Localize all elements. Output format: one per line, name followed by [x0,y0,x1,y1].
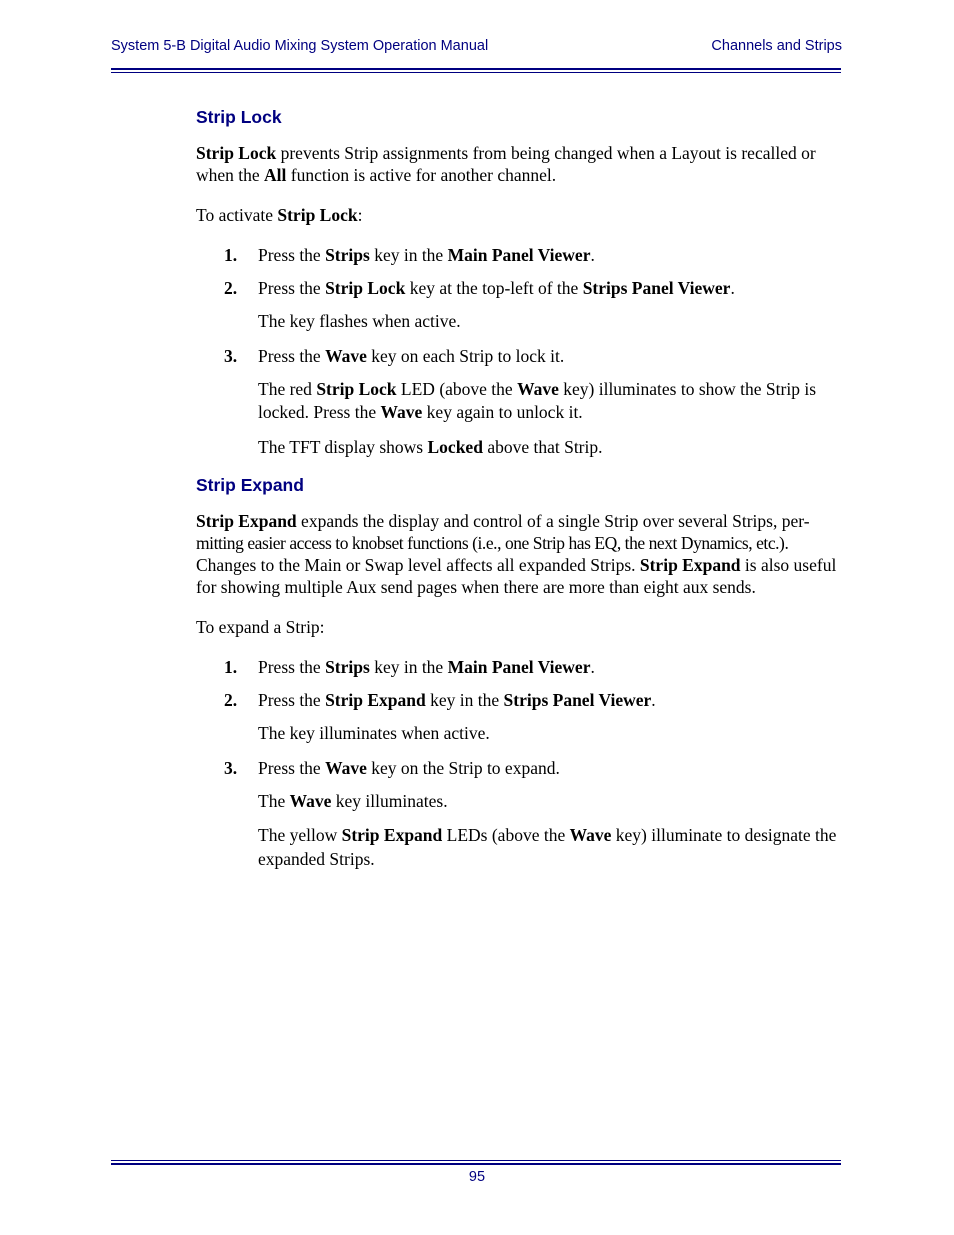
step-note: The key illuminates when active. [258,723,490,743]
step-item: 1. Press the Strips key in the Main Panel Viewer. [224,245,595,265]
step-note: The yellow Strip Expand LEDs (above the Wave key) illuminate to designate the expanded Strips. [258,825,837,869]
running-header-title: System 5-B Digital Audio Mixing System Operation Manual [111,38,489,54]
section-heading: Strip Expand [196,475,304,495]
body-paragraph: Strip Lock prevents Strip assignments from being changed when a Layout is recalled or when the All function is active for another channel. [196,143,816,185]
running-header-chapter: Channels and Strips [711,38,842,54]
section-strip-lock [196,104,844,459]
footer-rule [111,1163,841,1165]
step-note: The TFT display shows Locked above that Strip. [258,436,603,457]
step-item: 3. Press the Wave key on each Strip to lock it. [224,345,565,366]
procedure-steps [196,244,844,459]
section-strip-expand [196,472,844,871]
step-note: The key flashes when active. [258,311,461,331]
procedure-steps [196,656,844,871]
step-item: 1. Press the Strips key in the Main Panel Viewer. [224,657,595,677]
procedure-intro: To activate Strip Lock: [196,205,363,225]
step-item: 3. Press the Wave key on the Strip to expand. [224,757,560,778]
procedure-intro: To expand a Strip: [196,617,325,637]
section-heading: Strip Lock [196,107,282,127]
header-rule-thin [111,72,841,73]
step-note: The Wave key illuminates. [258,790,448,811]
step-item: 2. Press the Strip Lock key at the top-left of the Strips Panel Viewer. [224,278,735,298]
page-number: 95 [468,1169,486,1185]
step-item: 2. Press the Strip Expand key in the Strips Panel Viewer. [224,690,656,710]
header-rule [111,68,841,70]
step-note: The red Strip Lock LED (above the Wave key) illuminates to show the Strip is locked. Press the Wave key again to unlock it. [258,378,817,422]
body-paragraph: Strip Expand expands the display and control of a single Strip over several Strips, per- mitting easier access to knobset functions (i.e., one Strip has EQ, the next Dynamics, etc.). Changes to the Main or Swap level affects all expanded Strips. Strip Expand is also useful for showing multiple Aux send pages when there are more than eight aux sends. [196,511,837,597]
page-body [196,104,844,871]
footer-rule-thin [111,1160,841,1161]
